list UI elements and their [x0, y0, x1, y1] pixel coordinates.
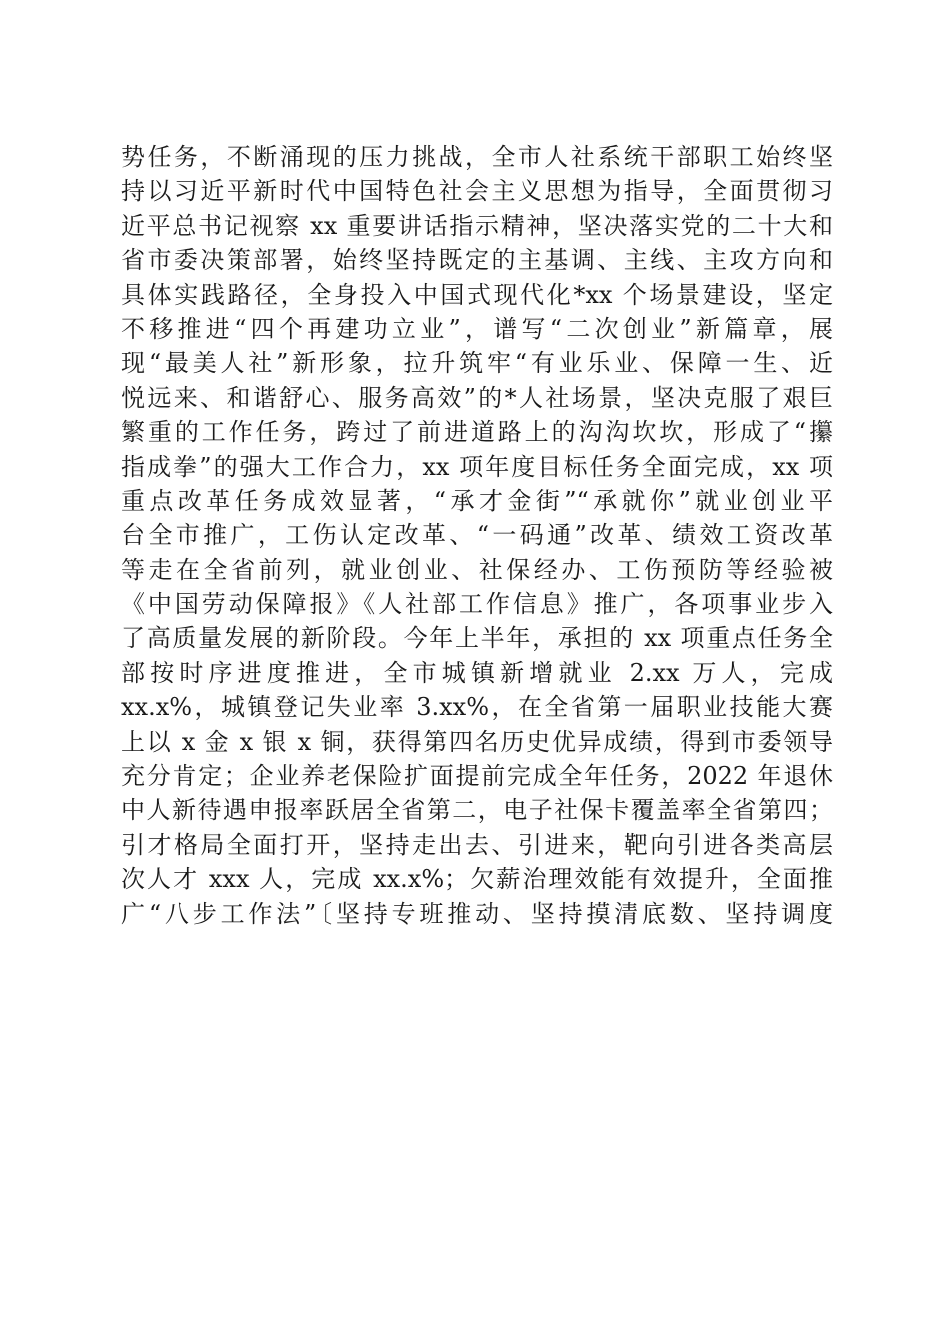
text-line: 持以习近平新时代中国特色社会主义思想为指导，全面贯彻习: [121, 177, 833, 206]
text-line: 部按时序进度推进，全市城镇新增就业 2.xx 万人，完成: [121, 658, 833, 687]
text-line: 现“最美人社”新形象，拉升筑牢“有业乐业、保障一生、近: [121, 349, 833, 378]
text-line: 势任务，不断涌现的压力挑战，全市人社系统干部职工始终坚: [121, 143, 833, 171]
text-line: 等走在全省前列，就业创业、社保经办、工伤预防等经验被: [121, 555, 833, 584]
text-line: 充分肯定；企业养老保险扩面提前完成全年任务，2022 年退休: [121, 762, 833, 791]
text-line: 重点改革任务成效显著，“承才金街”“承就你”就业创业平: [121, 486, 833, 515]
text-line: 了高质量发展的新阶段。今年上半年，承担的 xx 项重点任务全: [121, 624, 833, 653]
text-line: 《中国劳动保障报》《人社部工作信息》推广，各项事业步入: [121, 590, 833, 619]
text-line: 次人才 xxx 人，完成 xx.x%；欠薪治理效能有效提升，全面推: [121, 865, 833, 894]
body-paragraph: [121, 140, 833, 931]
text-line: 广“八步工作法”〔坚持专班推动、坚持摸清底数、坚持调度: [121, 899, 833, 928]
text-line: 引才格局全面打开，坚持走出去、引进来，靶向引进各类高层: [121, 830, 833, 859]
text-line: 具体实践路径，全身投入中国式现代化*xx 个场景建设，坚定: [121, 280, 833, 309]
text-line: 悦远来、和谐舒心、服务高效”的*人社场景，坚决克服了艰巨: [121, 383, 833, 412]
text-line: 台全市推广，工伤认定改革、“一码通”改革、绩效工资改革: [121, 521, 833, 550]
text-line: xx.x%，城镇登记失业率 3.xx%，在全省第一届职业技能大赛: [121, 693, 833, 722]
text-line: 中人新待遇申报率跃居全省第二，电子社保卡覆盖率全省第四；: [121, 796, 833, 825]
text-line: 不移推进“四个再建功立业”，谱写“二次创业”新篇章，展: [121, 314, 833, 343]
text-line: 省市委决策部署，始终坚持既定的主基调、主线、主攻方向和: [121, 246, 833, 275]
text-line: 上以 x 金 x 银 x 铜，获得第四名历史优异成绩，得到市委领导: [121, 727, 833, 756]
text-line: 指成拳”的强大工作合力，xx 项年度目标任务全面完成，xx 项: [121, 452, 833, 481]
text-line: 近平总书记视察 xx 重要讲话指示精神，坚决落实党的二十大和: [121, 211, 833, 240]
text-line: 繁重的工作任务，跨过了前进道路上的沟沟坎坎，形成了“攥: [121, 418, 833, 447]
